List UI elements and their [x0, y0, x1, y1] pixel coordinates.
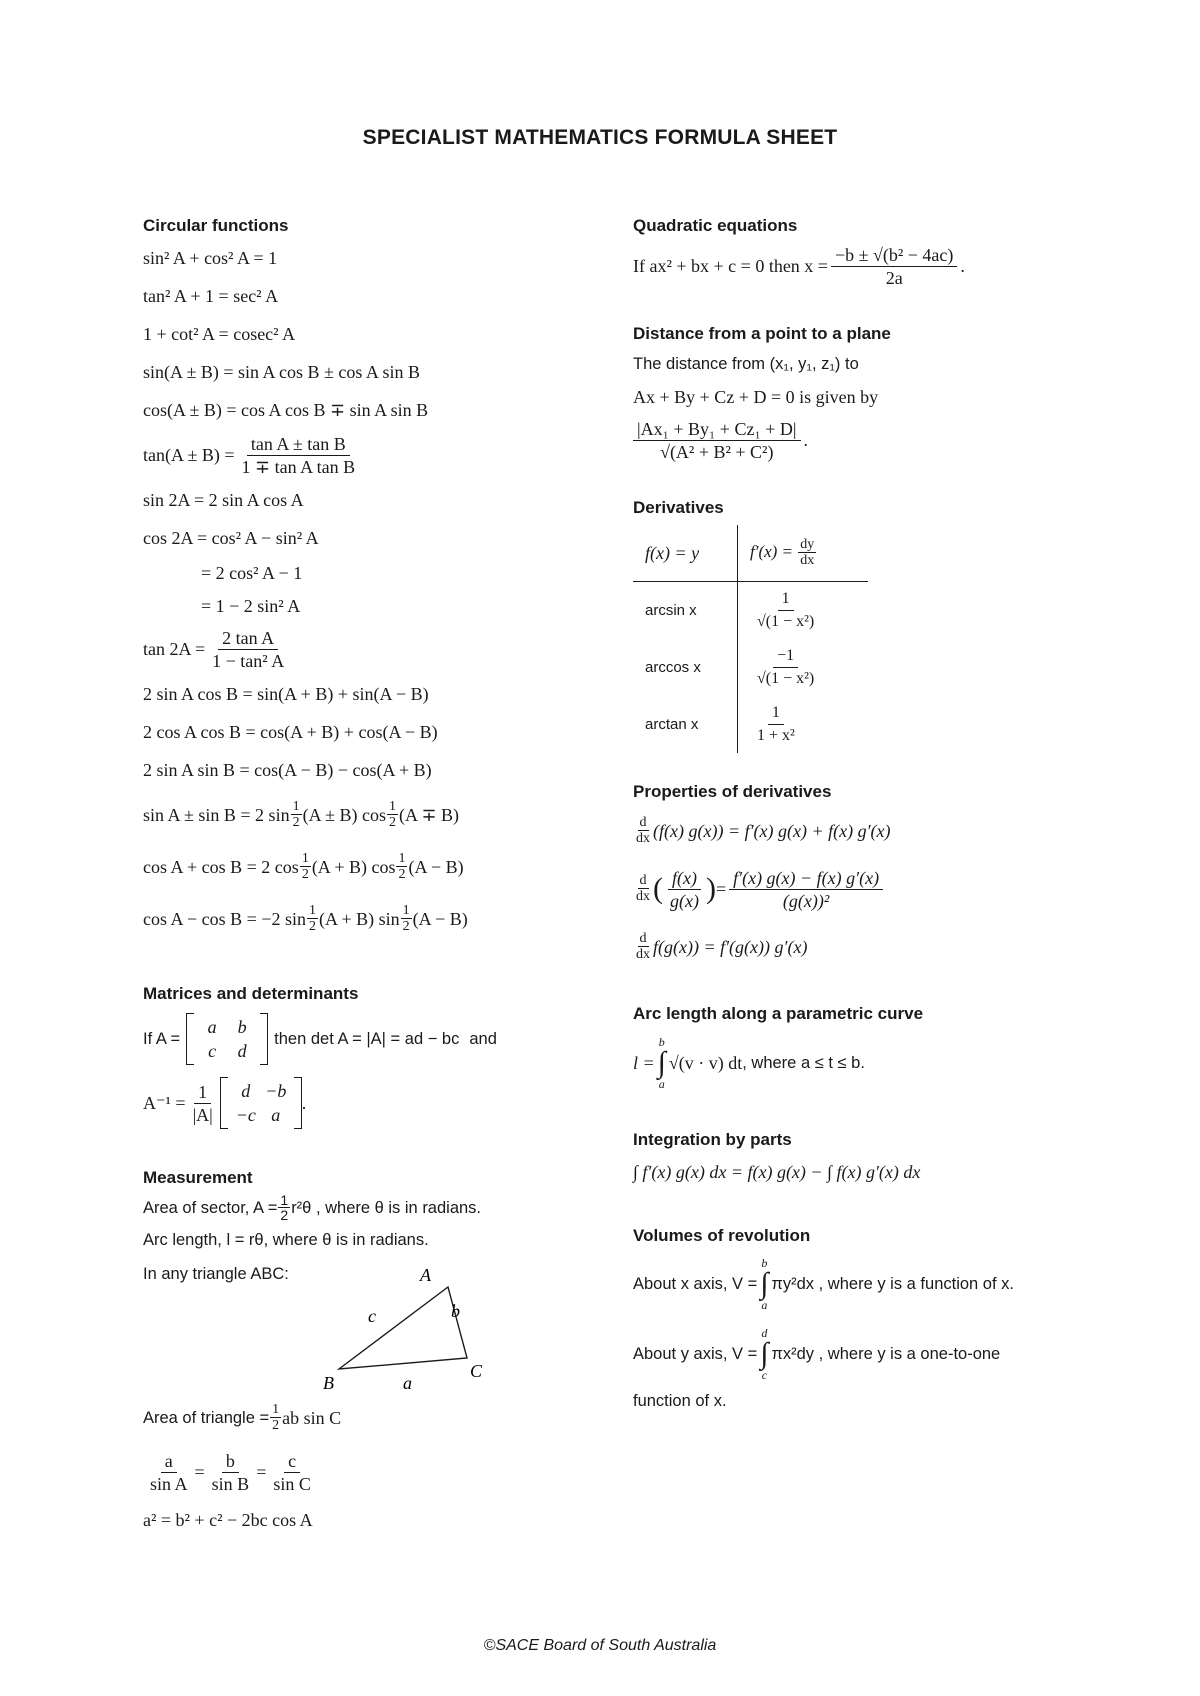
- formula-cos-double: cos 2A = cos² A − sin² A: [143, 528, 319, 548]
- d-dx: [634, 932, 652, 962]
- formula-arc-length: Arc length, l = rθ, where θ is in radians.: [143, 1231, 429, 1249]
- side-c-label: c: [368, 1306, 376, 1326]
- inverse-den: |A|: [192, 1104, 213, 1125]
- derivative-function: arcsin x: [645, 602, 697, 619]
- right-column: [633, 213, 1153, 1413]
- half-den: 2: [292, 815, 300, 830]
- sine-rule-fraction: [146, 1450, 192, 1495]
- triangle-area-text: Area of triangle =: [143, 1408, 270, 1427]
- tan-double-fraction: [208, 627, 288, 672]
- formula-volume-y: [633, 1319, 1153, 1389]
- half-den: 2: [301, 867, 309, 882]
- formula-pythagorean: sin² A + cos² A = 1: [143, 248, 278, 268]
- half-den: 2: [280, 1207, 289, 1223]
- result-den: 1 + x²: [757, 727, 795, 744]
- derivatives-col1-header: f(x) = y: [633, 525, 738, 582]
- tan-double-denominator: 1 − tan² A: [212, 650, 285, 671]
- formula-sum-sin: [143, 789, 613, 841]
- half-den: 2: [388, 815, 396, 830]
- formula-cosine-rule: a² = b² + c² − 2bc cos A: [143, 1510, 313, 1530]
- half-fraction: [401, 904, 412, 934]
- formula-cot-cosec: 1 + cot² A = cosec² A: [143, 324, 296, 344]
- matrix-cell: c: [208, 1041, 217, 1061]
- d-den: dx: [636, 831, 650, 846]
- quadratic-heading: Quadratic equations: [633, 216, 798, 235]
- triangle-block: [143, 1255, 613, 1393]
- formula-tan-sec: tan² A + 1 = sec² A: [143, 286, 279, 306]
- formula-sin-double: sin 2A = 2 sin A cos A: [143, 490, 304, 510]
- sector-text-a: Area of sector, A =: [143, 1198, 278, 1217]
- dx: dx: [800, 553, 815, 568]
- col2-label: f′(x) =: [750, 541, 794, 561]
- sine-num: a: [161, 1450, 177, 1473]
- integral-sign: b ∫ a: [760, 1256, 769, 1312]
- diff-cos-part-b: (A + B) sin: [318, 908, 400, 929]
- derivative-result: [738, 639, 869, 696]
- half-fraction: [307, 904, 318, 934]
- inverse-num: 1: [194, 1081, 211, 1104]
- matrix-a: [186, 1013, 268, 1065]
- dy-dx-fraction: [798, 538, 816, 568]
- sum-cos-part-a: cos A + cos B = 2 cos: [143, 856, 299, 877]
- formula-quotient-rule: $\frac{d}{dx}$ ( $\frac{f(x)}{g(x)}$ ) = $\frac{f'(x) g(x) - f(x) g'(x)}{\text{(g(x))²}}$: [633, 857, 1153, 921]
- half-num: 1: [272, 1402, 280, 1417]
- tan-sum-lhs: tan(A ± B) =: [143, 444, 235, 465]
- inverse-fraction: [189, 1081, 217, 1126]
- distance-line1: The distance from (x₁, y₁, z₁) to: [633, 355, 859, 373]
- integral-upper: d: [761, 1326, 768, 1340]
- diff-cos-part-c: (A − B): [412, 908, 468, 929]
- tan-sum-fraction: [238, 433, 360, 478]
- formula-chain-rule: [633, 921, 1153, 973]
- half-den: 2: [398, 867, 406, 882]
- inverse-lhs: A⁻¹ =: [143, 1092, 186, 1113]
- half-den: 2: [308, 919, 316, 934]
- det-then: then det A = |A| = ad − bc: [274, 1029, 460, 1048]
- half-den: 2: [272, 1418, 280, 1433]
- matrix-cell: a: [207, 1017, 217, 1037]
- sum-sin-part-a: sin A ± sin B = 2 sin: [143, 804, 290, 825]
- formula-product-sin-sin: 2 sin A sin B = cos(A − B) − cos(A + B): [143, 760, 432, 780]
- half-num: 1: [280, 1192, 289, 1208]
- chain-rule-expr: f(g(x)) = f′(g(x)) g′(x): [653, 936, 808, 957]
- volume-y-post: πx²dy , where y is a one-to-one: [771, 1344, 1001, 1363]
- matrix-cell: d: [237, 1041, 247, 1061]
- result-den: √(1 − x²): [757, 670, 815, 687]
- quotient-fraction: [729, 867, 883, 912]
- integral-upper: b: [761, 1256, 768, 1270]
- sine-rule-fraction: [208, 1450, 254, 1495]
- d-den: dx: [636, 889, 650, 904]
- d-num: d: [639, 931, 647, 946]
- tan-double-lhs: tan 2A =: [143, 638, 206, 659]
- derivatives-table: [633, 525, 868, 753]
- sine-rule-fraction: [269, 1450, 315, 1495]
- diff-cos-part-a: cos A − cos B = −2 sin: [143, 908, 306, 929]
- product-rule-expr: (f(x) g(x)) = f′(x) g(x) + f(x) g′(x): [653, 820, 891, 841]
- matrix-cell: b: [237, 1017, 247, 1037]
- formula-sum-cos: [143, 841, 613, 893]
- sine-num: c: [284, 1450, 300, 1473]
- tan-sum-numerator: tan A ± tan B: [247, 433, 350, 456]
- distance-heading: Distance from a point to a plane: [633, 324, 891, 343]
- sine-num: b: [222, 1450, 239, 1473]
- formula-arc-length-parametric: [633, 1027, 1153, 1099]
- det-and: and: [469, 1029, 497, 1048]
- sector-text-b: r²θ , where θ is in radians.: [291, 1198, 482, 1217]
- arc-lhs: l =: [633, 1052, 655, 1073]
- sine-den: sin B: [211, 1473, 250, 1494]
- half-num: 1: [301, 851, 309, 866]
- quadratic-pre: If ax² + bx + c = 0 then x =: [633, 255, 828, 276]
- tan-sum-denominator: 1 ∓ tan A tan B: [241, 456, 356, 477]
- integral-sign: b ∫ a: [657, 1035, 666, 1091]
- derivatives-heading: Derivatives: [633, 498, 724, 517]
- det-if: If A =: [143, 1029, 181, 1048]
- distance-line2: Ax + By + Cz + D = 0 is given by: [633, 387, 879, 407]
- formula-integration-by-parts: ∫ f′(x) g(x) dx = f(x) g(x) − ∫ f(x) g′(x) dx: [633, 1162, 921, 1182]
- measurement-heading: Measurement: [143, 1168, 253, 1187]
- vertex-a-label: A: [420, 1265, 431, 1285]
- result-num: 1: [768, 702, 784, 725]
- formula-sine-rule: $\frac{a}{\text{sin A}}$ = $\frac{b}{\text{sin B}}$ = $\frac{c}{\text{sin C}}$: [143, 1443, 613, 1501]
- formula-cos-double-alt2: = 1 − 2 sin² A: [201, 596, 301, 616]
- half-num: 1: [398, 851, 406, 866]
- volumes-heading: Volumes of revolution: [633, 1226, 811, 1245]
- inner-den: g(x): [670, 890, 699, 911]
- half-num: 1: [308, 903, 316, 918]
- formula-cos-sum: cos(A ± B) = cos A cos B ∓ sin A sin B: [143, 400, 429, 420]
- half-fraction: [387, 800, 398, 830]
- triangle-label: In any triangle ABC:: [143, 1265, 289, 1283]
- result-num: 1: [778, 588, 794, 611]
- derivative-function: arccos x: [645, 659, 701, 676]
- sum-cos-part-c: (A − B): [408, 856, 464, 877]
- matrix-cell: −c: [235, 1105, 256, 1125]
- volume-x-post: πy²dx , where y is a function of x.: [771, 1274, 1014, 1293]
- matrices-heading: Matrices and determinants: [143, 984, 359, 1003]
- quotient-den: (g(x))²: [782, 890, 830, 911]
- integral-lower: c: [761, 1368, 768, 1382]
- formula-tan-double: [143, 623, 613, 675]
- derivative-result: [738, 582, 869, 640]
- formula-product-sin-cos: 2 sin A cos B = sin(A + B) + sin(A − B): [143, 684, 429, 704]
- tan-double-numerator: 2 tan A: [218, 627, 278, 650]
- sum-sin-part-b: (A ± B) cos: [302, 804, 386, 825]
- quadratic-den: 2a: [885, 267, 903, 288]
- half-fraction: [291, 800, 302, 830]
- quotient-num: f′(x) g(x) − f(x) g′(x): [729, 867, 883, 890]
- table-row: [633, 582, 868, 640]
- d-dx: [634, 874, 652, 904]
- derivative-result: [738, 696, 869, 753]
- volume-y-pre: About y axis, V =: [633, 1344, 758, 1363]
- half-fraction: [278, 1193, 290, 1223]
- derivatives-col2-header: [738, 525, 869, 582]
- matrix-adjugate: [220, 1077, 302, 1129]
- volume-x-pre: About x axis, V =: [633, 1274, 758, 1293]
- half-num: 1: [402, 903, 410, 918]
- triangle-area-expr: ab sin C: [282, 1407, 342, 1428]
- formula-inverse: A⁻¹ = $\frac{1}{|A|}$ d −b −c a .: [143, 1071, 613, 1135]
- matrix-cell: d: [241, 1081, 251, 1101]
- integral-upper: b: [658, 1035, 665, 1049]
- integral-sign: d ∫ c: [760, 1326, 769, 1382]
- formula-distance: $\frac{\text{|Ax₁ + By₁ + Cz₁ + D|}}{\text{√(A² + B² + C²)}}$ .: [633, 413, 1153, 467]
- half-num: 1: [388, 799, 396, 814]
- formula-diff-cos: [143, 893, 613, 945]
- footer-copyright: ©SACE Board of South Australia: [483, 1637, 717, 1654]
- circular-functions-heading: Circular functions: [143, 216, 289, 235]
- integral-lower: a: [761, 1298, 768, 1312]
- formula-sector-area: [143, 1191, 613, 1225]
- volume-y-post-line2: function of x.: [633, 1392, 727, 1410]
- d-dx: [634, 816, 652, 846]
- half-den: 2: [402, 919, 410, 934]
- side-b-label: b: [451, 1301, 460, 1321]
- formula-triangle-area: [143, 1393, 613, 1443]
- sum-cos-part-b: (A + B) cos: [311, 856, 396, 877]
- arc-integrand: √(v · v) dt: [668, 1052, 743, 1073]
- formula-product-rule: [633, 805, 1153, 857]
- arc-rest: , where a ≤ t ≤ b.: [742, 1053, 865, 1072]
- result-den: √(1 − x²): [757, 613, 815, 630]
- parts-heading: Integration by parts: [633, 1130, 792, 1149]
- arc-length-heading: Arc length along a parametric curve: [633, 1004, 924, 1023]
- table-row: [633, 696, 868, 753]
- integral-lower: a: [658, 1077, 665, 1091]
- d-den: dx: [636, 947, 650, 962]
- matrix-cell: a: [271, 1105, 281, 1125]
- inner-num: f(x): [668, 867, 701, 890]
- sine-den: sin A: [150, 1473, 188, 1494]
- derivative-function: arctan x: [645, 716, 699, 733]
- quadratic-fraction: [831, 244, 957, 289]
- vertex-c-label: C: [470, 1361, 483, 1381]
- quadratic-num: −b ± √(b² − 4ac): [831, 244, 957, 267]
- half-fraction: [396, 852, 407, 882]
- distance-den: √(A² + B² + C²): [660, 441, 774, 462]
- properties-heading: Properties of derivatives: [633, 782, 832, 801]
- distance-fraction: [633, 418, 801, 463]
- derivatives-header-row: [633, 525, 868, 582]
- formula-volume-x: [633, 1249, 1153, 1319]
- d-num: d: [639, 815, 647, 830]
- vertex-b-label: B: [323, 1373, 334, 1393]
- matrix-cell: −b: [265, 1081, 287, 1101]
- page-title: SPECIALIST MATHEMATICS FORMULA SHEET: [362, 126, 838, 149]
- table-row: [633, 639, 868, 696]
- half-fraction: [300, 852, 311, 882]
- formula-product-cos-cos: 2 cos A cos B = cos(A + B) + cos(A − B): [143, 722, 438, 742]
- side-a-label: a: [403, 1373, 412, 1393]
- left-column: [143, 213, 613, 1539]
- formula-determinant: [143, 1007, 613, 1071]
- formula-sin-sum: sin(A ± B) = sin A cos B ± cos A sin B: [143, 362, 420, 382]
- formula-quadratic: If ax² + bx + c = 0 then x = $\frac{\text{−b ± √(b² − 4ac)}}{2a}$ .: [633, 244, 965, 288]
- formula-cos-double-alt1: = 2 cos² A − 1: [201, 563, 303, 583]
- formula-tan-sum: [143, 429, 613, 481]
- result-num: −1: [773, 645, 798, 668]
- dy: dy: [800, 537, 815, 552]
- quotient-inner-fraction: [666, 867, 703, 912]
- half-num: 1: [292, 799, 300, 814]
- sum-sin-part-c: (A ∓ B): [398, 804, 460, 825]
- distance-num: |Ax₁ + By₁ + Cz₁ + D|: [633, 418, 801, 441]
- half-fraction: [270, 1403, 281, 1433]
- d-num: d: [639, 873, 647, 888]
- sine-den: sin C: [273, 1473, 311, 1494]
